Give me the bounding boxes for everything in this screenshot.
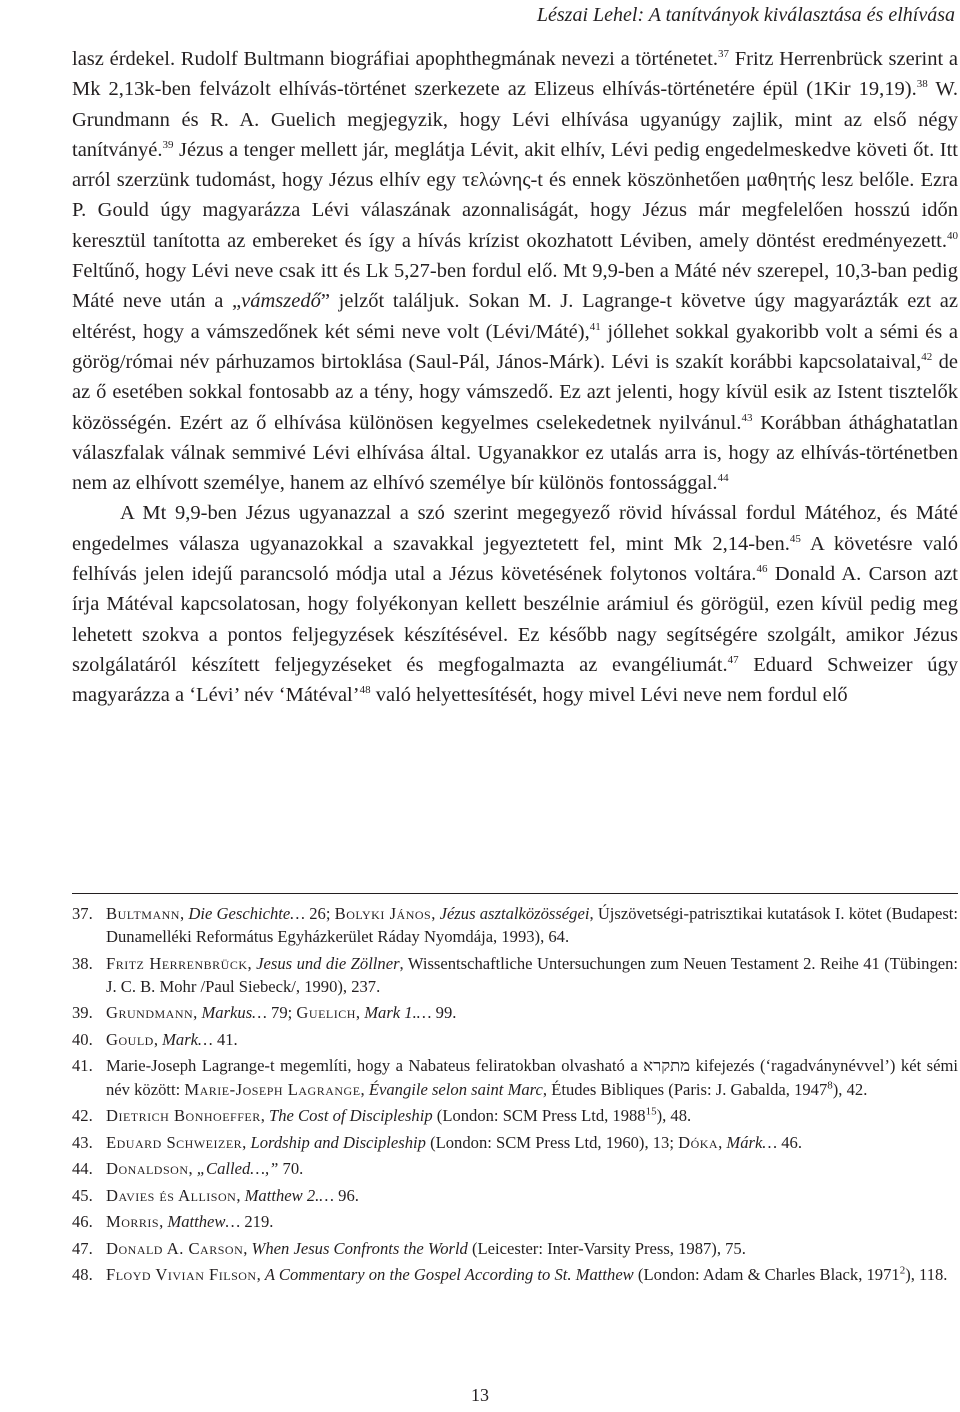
footnote — [72, 952, 958, 998]
footnote-number: 40. — [72, 1029, 93, 1049]
footnote-divider — [72, 893, 958, 894]
text-run: Marie-Joseph Lagrange-t megemlíti, hogy a Nabateus feliratokban olvasható a מתקרא kifejezés (‘ragadványnévvel’) két sémi név között: — [106, 1056, 958, 1099]
footnote — [72, 1131, 958, 1154]
footnote-number: 44. — [72, 1159, 93, 1179]
text-run: 99. — [431, 1003, 457, 1023]
text-run: ), 42. — [832, 1079, 868, 1099]
text-run: (Leicester: Inter-Varsity Press, 1987), 75. — [467, 1238, 746, 1258]
footnote — [72, 1210, 958, 1233]
author-name: Guelich — [296, 1003, 356, 1023]
footnote — [72, 902, 958, 948]
author-name: Eduard Schweizer — [106, 1132, 243, 1152]
author-name: Donald A. Carson — [106, 1238, 244, 1258]
italic-run: „Called…,” — [196, 1159, 279, 1179]
footnote-number: 48. — [72, 1265, 93, 1285]
italic-run: Lordship and Discipleship — [250, 1132, 426, 1152]
text-run: , Wissentschaftliche Untersuchungen zum Neuen Testament 2. Reihe 41 (Tübingen: J. C. B. Mohr /Paul Siebeck/, 1990), 237. — [106, 953, 959, 996]
italic-run: Mark 1.… — [364, 1003, 432, 1023]
text-run: , — [153, 1029, 163, 1049]
author-name: Gould — [106, 1029, 154, 1049]
text-run: ” jelzőt találjuk. Sokan M. J. Lagrange-t követve úgy magyarázták ezt az eltérést, hogy a vámszedőnek két sémi neve volt (Lévi/Máté), — [72, 290, 958, 343]
text-run: , — [159, 1212, 168, 1232]
text-run: W. Grundmann és R. A. Guelich megjegyzik, hogy Lévi elhívása ugyanúgy zajlik, mint az első négy tanítványé. — [72, 78, 958, 161]
text-run: való helyettesítését, hogy mivel Lévi neve nem fordul elő — [370, 684, 848, 707]
italic-run: The Cost of Discipleship — [269, 1106, 433, 1126]
author-name: Bultmann — [106, 904, 180, 923]
text-run: de az ő esetében sokkal fontosabb az a tény, hogy vámszedő. Ez azt jelenti, hogy kívül esik az Istent tisztelők közösségén. Ezért az ő elhívása különösen kegyelmes cselekedetnek nyilvánul. — [72, 350, 958, 434]
text-run: 79; — [266, 1003, 297, 1023]
text-run: , — [188, 1159, 197, 1179]
text-run: , — [179, 904, 189, 923]
text-run: , — [243, 1238, 252, 1258]
footnote — [72, 1054, 958, 1100]
footnote-ref: 45 — [789, 532, 801, 545]
text-run: Korábban áthághatatlan válaszfalak válnak semmivé Lévi elhívása által. Ugyanakkor ez utalás arra is, hogy az elhívás-történetben nem az elhívott személye, hanem az elhívó személye bír különös fontossággal. — [72, 411, 958, 495]
text-run: 219. — [240, 1212, 274, 1232]
footnote — [72, 1028, 958, 1051]
author-name: Floyd Vivian Filson — [106, 1265, 257, 1285]
footnote-number: 42. — [72, 1106, 93, 1126]
text-run: (London: Adam & Charles Black, 1971 — [633, 1265, 900, 1285]
text-run: , — [256, 1265, 265, 1285]
text-run: 46. — [777, 1132, 802, 1152]
text-run: lasz érdekel. Rudolf Bultmann biográfiai apophthegmának nevezi a történetet. — [72, 48, 718, 70]
text-run: ), 118. — [905, 1265, 948, 1285]
footnote-ref: 2 — [899, 1264, 906, 1277]
italic-run: A Commentary on the Gospel According to St. Matthew — [264, 1265, 634, 1285]
text-run: , — [247, 953, 257, 973]
text-run: , — [260, 1106, 269, 1126]
text-run: A Mt 9,9-ben Jézus ugyanazzal a szó szerint megegyező rövid hívással fordul Mátéhoz, és Máté engedelmes válasza ugyanazokkal a szavakkal jegyeztetett fel, mint Mk 2,14-ben. — [72, 502, 958, 555]
text-run: Fritz Herrenbrück szerint a Mk 2,13k-ben felvázolt elhívás-történet szerkezete az Elizeus elhívás-történetére épül (1Kir 19,19). — [72, 48, 959, 101]
footnote-number: 47. — [72, 1238, 93, 1258]
text-run: Donald A. Carson azt írja Mátéval kapcsolatosan, hogy folyékonyan kellett beszélnie arámiul és görögül, ezen kívül pedig meg lehetett szokva a pontos feljegyzések készítésével. Ez később nagy segítségére szolgált, amikor Jézus szolgálatáról készített feljegyzéseket és megfogalmazta az evangéliumát. — [72, 563, 959, 676]
text-run: , Études Bibliques (Paris: J. Gabalda, 1947 — [542, 1079, 828, 1099]
text-run: 41. — [212, 1029, 238, 1049]
author-name: Bolyki János — [334, 904, 432, 923]
author-name: Grundmann — [106, 1003, 194, 1023]
footnote-ref: 46 — [756, 563, 768, 576]
italic-run: Die Geschichte… — [188, 904, 305, 923]
footnote-text — [106, 1265, 947, 1284]
footnote-text — [106, 1186, 359, 1205]
italic-run: Évangile selon saint Marc — [368, 1079, 543, 1099]
footnote-text — [106, 1212, 273, 1231]
running-header: Lészai Lehel: A tanítványok kiválasztása és elhívása — [536, 4, 955, 26]
footnote-text — [106, 954, 958, 996]
footnote-text — [106, 904, 958, 946]
text-run: 26; — [305, 904, 335, 923]
text-run: Feltűnő, hogy Lévi neve csak itt és Lk 5,27-ben fordul elő. Mt 9,9-ben a Máté név szerepel, 10,3-ban pedig Máté neve után a „ — [72, 260, 958, 313]
footnote-ref: 48 — [359, 684, 371, 697]
footnote-ref: 40 — [947, 229, 958, 242]
text-run: Jézus a tenger mellett jár, meglátja Lévit, akit elhív, Lévi pedig engedelmeskedve követi őt. Itt arról szerzünk tudomást, hogy Jézus elhív egy τελώνης-t és ennek köszönhetően μαθητής lesz belőle. Ezra P. Gould úgy magyarázza Lévi válaszának azonnaliságát, hogy Jézus már megfelelően hosszú időn keresztül tanította az embereket és így a hívás krízist okozhatott Léviben, amely döntést eredményezett. — [72, 138, 958, 252]
text-run: , — [431, 904, 440, 923]
footnote-text — [106, 1106, 691, 1125]
footnote-ref: 41 — [589, 320, 601, 333]
italic-run: When Jesus Confronts the World — [251, 1238, 468, 1258]
italic-run: Jesus und die Zöllner — [256, 953, 400, 973]
paragraph — [72, 44, 958, 498]
main-text — [72, 44, 958, 711]
footnote-number: 37. — [72, 904, 93, 923]
text-run: 70. — [278, 1159, 304, 1179]
italic-run: Mark… — [162, 1029, 213, 1049]
author-name: Donaldson — [106, 1159, 189, 1179]
footnote-text — [106, 1056, 958, 1098]
footnote-ref: 39 — [162, 139, 174, 152]
text-run: ), 48. — [656, 1106, 692, 1126]
italic-run: Markus… — [201, 1003, 267, 1023]
text-run: (London: SCM Press Ltd, 1988 — [432, 1106, 646, 1126]
footnote-text — [106, 1003, 456, 1022]
italic-run: Matthew 2.… — [244, 1185, 335, 1205]
author-name: Fritz Herrenbrück — [106, 953, 248, 973]
italic-run: Jézus asztalközösségei — [439, 904, 590, 923]
footnote-ref: 38 — [916, 78, 928, 91]
footnote — [72, 1157, 958, 1180]
text-run: , — [242, 1132, 251, 1152]
footnote-number: 46. — [72, 1212, 93, 1232]
author-name: Dóka — [678, 1132, 719, 1152]
text-run: , Újszövetségi-patrisztikai kutatások I. kötet (Budapest: Dunamelléki Református Egyházkerület Ráday Nyomdája, 1993), 64. — [106, 904, 959, 947]
text-run: A követésre való felhívás jelen idejű parancsoló módja utal a Jézus követésének folytonos voltára. — [72, 532, 958, 586]
footnote-number: 38. — [72, 953, 93, 973]
italic-run: vámszedő — [241, 290, 321, 313]
footnote — [72, 1237, 958, 1260]
footnote — [72, 1104, 958, 1127]
footnote-text — [106, 1133, 802, 1152]
footnote — [72, 1263, 958, 1286]
text-run: , — [360, 1079, 369, 1099]
text-run: , — [718, 1132, 727, 1152]
footnote-ref: 15 — [645, 1105, 657, 1118]
author-name: Morris — [106, 1212, 160, 1232]
author-name: Davies és Allison — [106, 1185, 237, 1205]
footnote-number: 45. — [72, 1185, 93, 1205]
footnote-ref: 37 — [717, 48, 729, 61]
paragraph — [72, 498, 958, 710]
footnote-ref: 44 — [717, 472, 729, 485]
author-name: Marie-Joseph Lagrange — [184, 1079, 361, 1099]
footnote-number: 39. — [72, 1003, 93, 1023]
footnote-ref: 47 — [727, 654, 739, 667]
text-run: (London: SCM Press Ltd, 1960), 13; — [425, 1132, 679, 1152]
footnote-text — [106, 1159, 303, 1178]
text-run: , — [193, 1003, 202, 1023]
page-number: 13 — [471, 1385, 489, 1405]
footnote — [72, 1184, 958, 1207]
footnote-number: 41. — [72, 1056, 93, 1076]
text-run: , — [355, 1003, 365, 1023]
footnote-text — [106, 1239, 746, 1258]
author-name: Dietrich Bonhoeffer — [106, 1106, 261, 1126]
footnote-number: 43. — [72, 1132, 93, 1152]
italic-run: Márk… — [726, 1132, 778, 1152]
text-run: 96. — [334, 1185, 359, 1205]
italic-run: Matthew… — [167, 1212, 241, 1232]
text-run: Eduard Schweizer úgy magyarázza a ‘Lévi’ név ‘Mátéval’ — [72, 653, 958, 707]
footnote-ref: 43 — [741, 411, 753, 424]
text-run: , — [236, 1185, 245, 1205]
footnote-ref: 8 — [827, 1079, 833, 1092]
footnote-text — [106, 1030, 238, 1049]
footnote — [72, 1001, 958, 1024]
text-run: jóllehet sokkal gyakoribb volt a sémi és a görög/római név párhuzamos birtoklása (Saul-Pál, János-Márk). Lévi is szakít korábbi kapcsolataival, — [72, 320, 958, 373]
footnotes — [72, 902, 958, 1290]
footnote-ref: 42 — [921, 351, 933, 364]
